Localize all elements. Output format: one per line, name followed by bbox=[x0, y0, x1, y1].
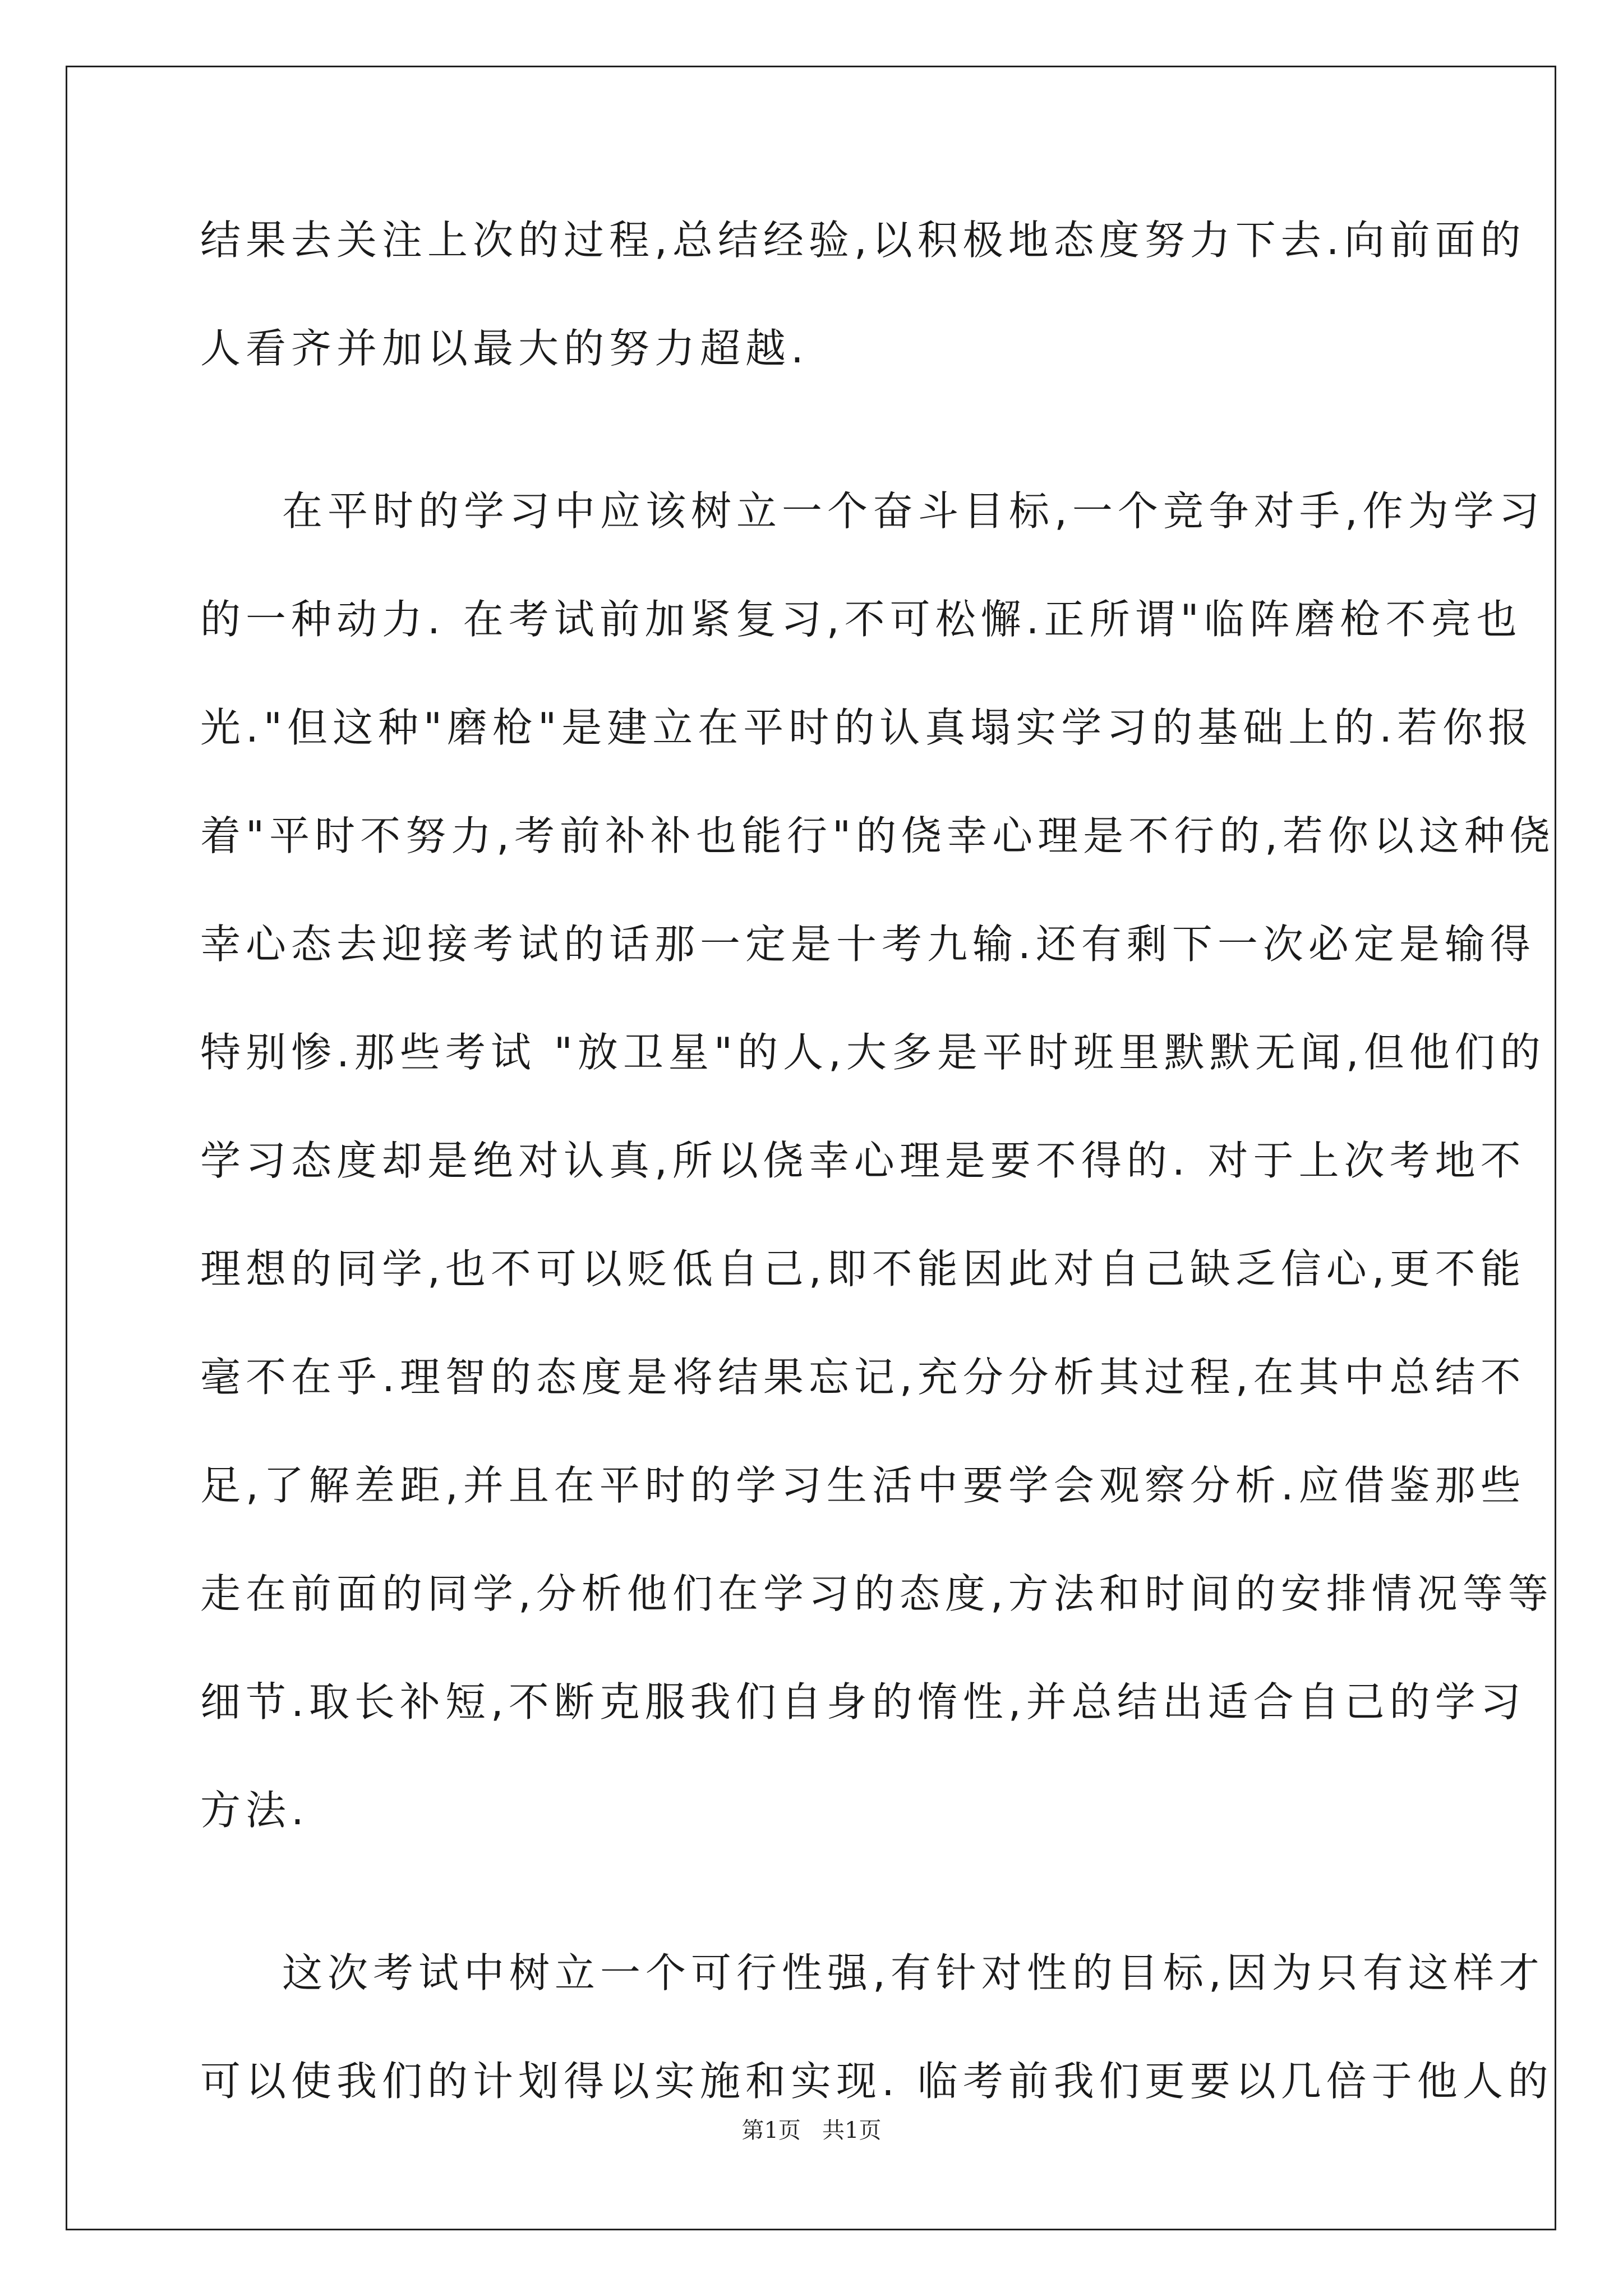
text-line: 特别惨.那些考试 "放卫星"的人,大多是平时班里默默无闻,但他们的 bbox=[200, 1029, 1546, 1076]
text-line: 可以使我们的计划得以实施和实现. 临考前我们更要以几倍于他人的 bbox=[200, 2058, 1553, 2105]
text-line: 的一种动力. 在考试前加紧复习,不可松懈.正所谓"临阵磨枪不亮也 bbox=[200, 596, 1522, 643]
text-line: 毫不在乎.理智的态度是将结果忘记,充分分析其过程,在其中总结不 bbox=[200, 1354, 1526, 1401]
document-body bbox=[200, 213, 1556, 2217]
text-line: 光."但这种"磨枪"是建立在平时的认真塌实学习的基础上的.若你报 bbox=[200, 704, 1534, 751]
text-line: 这次考试中树立一个可行性强,有针对性的目标,因为只有这样才 bbox=[282, 1949, 1544, 1996]
text-line: 在平时的学习中应该树立一个奋斗目标,一个竞争对手,作为学习 bbox=[282, 487, 1544, 535]
text-line: 方法. bbox=[200, 1787, 309, 1834]
paragraph-2 bbox=[200, 484, 1556, 1892]
text-line: 人看齐并加以最大的努力超越. bbox=[200, 325, 809, 372]
text-line: 足,了解差距,并且在平时的学习生活中要学会观察分析.应借鉴那些 bbox=[200, 1462, 1526, 1509]
text-line: 学习态度却是绝对认真,所以侥幸心理是要不得的. 对于上次考地不 bbox=[200, 1137, 1526, 1184]
text-line: 理想的同学,也不可以贬低自己,即不能因此对自己缺乏信心,更不能 bbox=[200, 1245, 1526, 1292]
page-number-footer: 第1页 共1页 bbox=[741, 2118, 882, 2143]
text-line: 幸心态去迎接考试的话那一定是十考九输.还有剩下一次必定是输得 bbox=[200, 921, 1536, 968]
paragraph-1 bbox=[200, 213, 1526, 430]
text-line: 细节.取长补短,不断克服我们自身的惰性,并总结出适合自己的学习 bbox=[200, 1678, 1526, 1726]
text-line: 着"平时不努力,考前补补也能行"的侥幸心理是不行的,若你以这种侥 bbox=[200, 812, 1556, 859]
text-line: 结果去关注上次的过程,总结经验,以积极地态度努力下去.向前面的 bbox=[200, 217, 1526, 264]
text-line: 走在前面的同学,分析他们在学习的态度,方法和时间的安排情况等等 bbox=[200, 1570, 1553, 1617]
